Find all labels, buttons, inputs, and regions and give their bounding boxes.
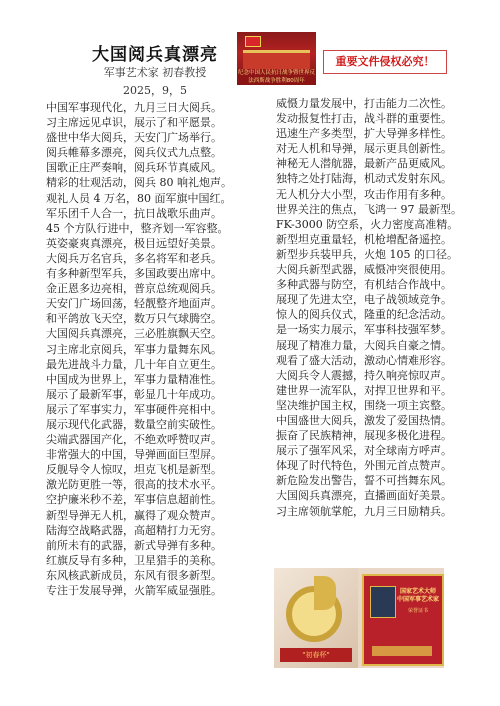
author-line: 军事艺术家 初春教授 bbox=[103, 66, 207, 79]
poem-line: 有多种新型军兵，多国政要出席中。 bbox=[46, 267, 222, 281]
trophy-caption: "初春杯" bbox=[280, 648, 352, 662]
poem-line: 新危险发出警告，誓不可挡舞东风。 bbox=[276, 474, 452, 488]
certificate-gold-band bbox=[372, 646, 432, 656]
poem-line: 中国军事现代化，九月三日大阅兵。 bbox=[46, 101, 222, 114]
poem-line: 45 个方队行进中，整齐划一军容整。 bbox=[46, 221, 229, 235]
poem-line: 独特之处打陆海，机动式发射东风。 bbox=[276, 172, 452, 186]
poem-line: 发动报复性打击，战斗群的重要性。 bbox=[276, 112, 452, 126]
parade-photo-caption: 纪念中国人民抗日战争暨世界反法西斯战争胜利80周年 bbox=[237, 70, 315, 84]
poem-line: 展示了强军风采，对全球南方呼声。 bbox=[276, 444, 452, 458]
flag-graphic bbox=[245, 36, 261, 47]
poem-line: 大国阅兵真漂亮，直播画面好美景。 bbox=[276, 489, 452, 503]
copyright-notice: 重要文件侵权必究！ bbox=[323, 50, 447, 74]
poem-line: 展示了最新军事，彰显几十年成功。 bbox=[46, 387, 222, 401]
poem-line: 红旗反导有多种，卫星猎手的美称。 bbox=[46, 553, 222, 567]
poem-line: 国歌正庄严奏响，阅兵环节真威风。 bbox=[46, 161, 222, 175]
poem-line: 观看了盛大活动，激动心情难形容。 bbox=[276, 353, 452, 367]
poem-line: 习主席北京阅兵，军事力量舞东风。 bbox=[46, 342, 222, 356]
poem-line: 体现了时代特色，外围元首点赞声。 bbox=[276, 459, 452, 473]
poem-line: 大国阅兵真漂亮，三必胜旗飘天空。 bbox=[46, 327, 222, 341]
poem-line: 无人机分大小型，攻击作用有多种。 bbox=[276, 187, 452, 201]
poem-line: 阅兵帷幕多漂亮，阅兵仪式九点整。 bbox=[46, 146, 222, 160]
poem-line: 东风核武新成员，东风有很多新型。 bbox=[46, 568, 222, 582]
parade-photo bbox=[237, 32, 316, 85]
poem-line: 观礼人员 4 万名，80 面军旗中国红。 bbox=[46, 191, 232, 205]
poem-line: 尖端武器国产化，不绝欢呼赞叹声。 bbox=[46, 433, 222, 447]
bugle-bell-icon bbox=[314, 576, 336, 610]
poem-line: FK-3000 防空系，火力密度高准精。 bbox=[276, 217, 459, 231]
poem-line: 是一场实力展示，军事科技强军梦。 bbox=[276, 323, 452, 337]
poem-line: 金正恩多边亮相，普京总统观阅兵。 bbox=[46, 282, 222, 296]
trophy-panel bbox=[274, 568, 358, 668]
poem-line: 坚决维护国主权，围绕一项主宾整。 bbox=[276, 398, 452, 412]
poem-line: 新型步兵装甲兵，火炮 105 的口径。 bbox=[276, 247, 458, 261]
poem-line: 新型坦克重量轻，机枪增配备遥控。 bbox=[276, 232, 452, 246]
poem-line: 惊人的阅兵仪式，隆重的纪念活动。 bbox=[276, 308, 452, 322]
poem-line: 大阅兵令人震撼，持久响亮惊叹声。 bbox=[276, 368, 452, 382]
poem-line: 盛世中华大阅兵，天安门广场举行。 bbox=[46, 131, 222, 145]
certificate-subtitle: 荣誉证书 bbox=[407, 608, 428, 614]
award-photo bbox=[274, 568, 444, 668]
certificate bbox=[362, 574, 444, 666]
poem-line: 对无人机和导弹，展示更具创新性。 bbox=[276, 142, 452, 156]
poem-line: 神秘无人潜航器，最新产品更威风。 bbox=[276, 157, 452, 171]
poem-line: 威慑力量发展中，打击能力二次性。 bbox=[276, 97, 452, 110]
poem-line: 习主席领航掌舵，九月三日励精兵。 bbox=[276, 504, 452, 518]
page-title: 大国阅兵真漂亮 bbox=[92, 45, 218, 65]
poem-line: 英姿豪爽真漂亮，极目远望好美景。 bbox=[46, 236, 222, 250]
poem-line: 大阅兵万名官兵，多名将军和老兵。 bbox=[46, 251, 222, 265]
poem-line: 迅速生产多类型，扩大导弹多样性。 bbox=[276, 127, 452, 141]
poem-line: 展现了先进太空，电子战领域竞争。 bbox=[276, 293, 452, 307]
poem-line: 激光防更胜一等，很高的技术水平。 bbox=[46, 478, 222, 492]
poem-line: 中国成为世界上，军事力量精准性。 bbox=[46, 372, 222, 386]
poem-line: 最先进战斗力量，几十年自立更生。 bbox=[46, 357, 222, 371]
poem-line: 军乐团千人合一，抗日战歌乐曲声。 bbox=[46, 206, 222, 220]
poem-line: 反舰导令人惊叹，坦克飞机是新型。 bbox=[46, 463, 222, 477]
poem-line: 精彩的壮观活动，阅兵 80 响礼炮声。 bbox=[46, 176, 232, 190]
poem-line: 中国盛世大阅兵，激发了爱国热情。 bbox=[276, 413, 452, 427]
date-line: 2025，9，5 bbox=[123, 84, 187, 97]
poem-line: 世界关注的焦点，飞鸿一 97 最新型。 bbox=[276, 202, 462, 216]
poem-line: 陆海空战略武器，高超精打力无穷。 bbox=[46, 523, 222, 537]
poem-line: 展现了精准力量，大阅兵自豪之情。 bbox=[276, 338, 452, 352]
poem-line: 和平鸽放飞天空，数万只气球腾空。 bbox=[46, 312, 222, 326]
poem-line: 多种武器与防空，有机结合作战中。 bbox=[276, 278, 452, 292]
poem-line: 专注于发展导弹，火箭军威显强胜。 bbox=[46, 584, 222, 597]
poem-line: 展示了军事实力，军事硬件亮相中。 bbox=[46, 402, 222, 416]
poem-line: 大阅兵新型武器，威慑冲突很使用。 bbox=[276, 263, 452, 277]
poem-line: 习主席远见卓识，展示了和平愿景。 bbox=[46, 116, 222, 130]
poem-line: 建世界一流军队，对捍卫世界和平。 bbox=[276, 383, 452, 397]
poem-line: 非常强大的中国，导弹画面巨型屏。 bbox=[46, 448, 222, 462]
poem-column-left bbox=[46, 100, 261, 598]
poem-line: 新型导弹无人机，赢得了观众赞声。 bbox=[46, 508, 222, 522]
poem-line: 空护廉米秒不差，军事信息超前性。 bbox=[46, 493, 222, 507]
poem-line: 前所未有的武器，新式导弹有多种。 bbox=[46, 538, 222, 552]
poem-column-right bbox=[276, 96, 486, 519]
certificate-title: 国家艺术大师 中国军事艺术家 bbox=[396, 588, 439, 603]
portrait-image bbox=[370, 586, 396, 618]
poem-line: 天安门广场回荡，轻靓整齐地面声。 bbox=[46, 297, 222, 311]
poem-line: 振奋了民族精神，展现多极化进程。 bbox=[276, 429, 452, 443]
poem-line: 展示现代化武器，数量空前实破性。 bbox=[46, 417, 222, 431]
